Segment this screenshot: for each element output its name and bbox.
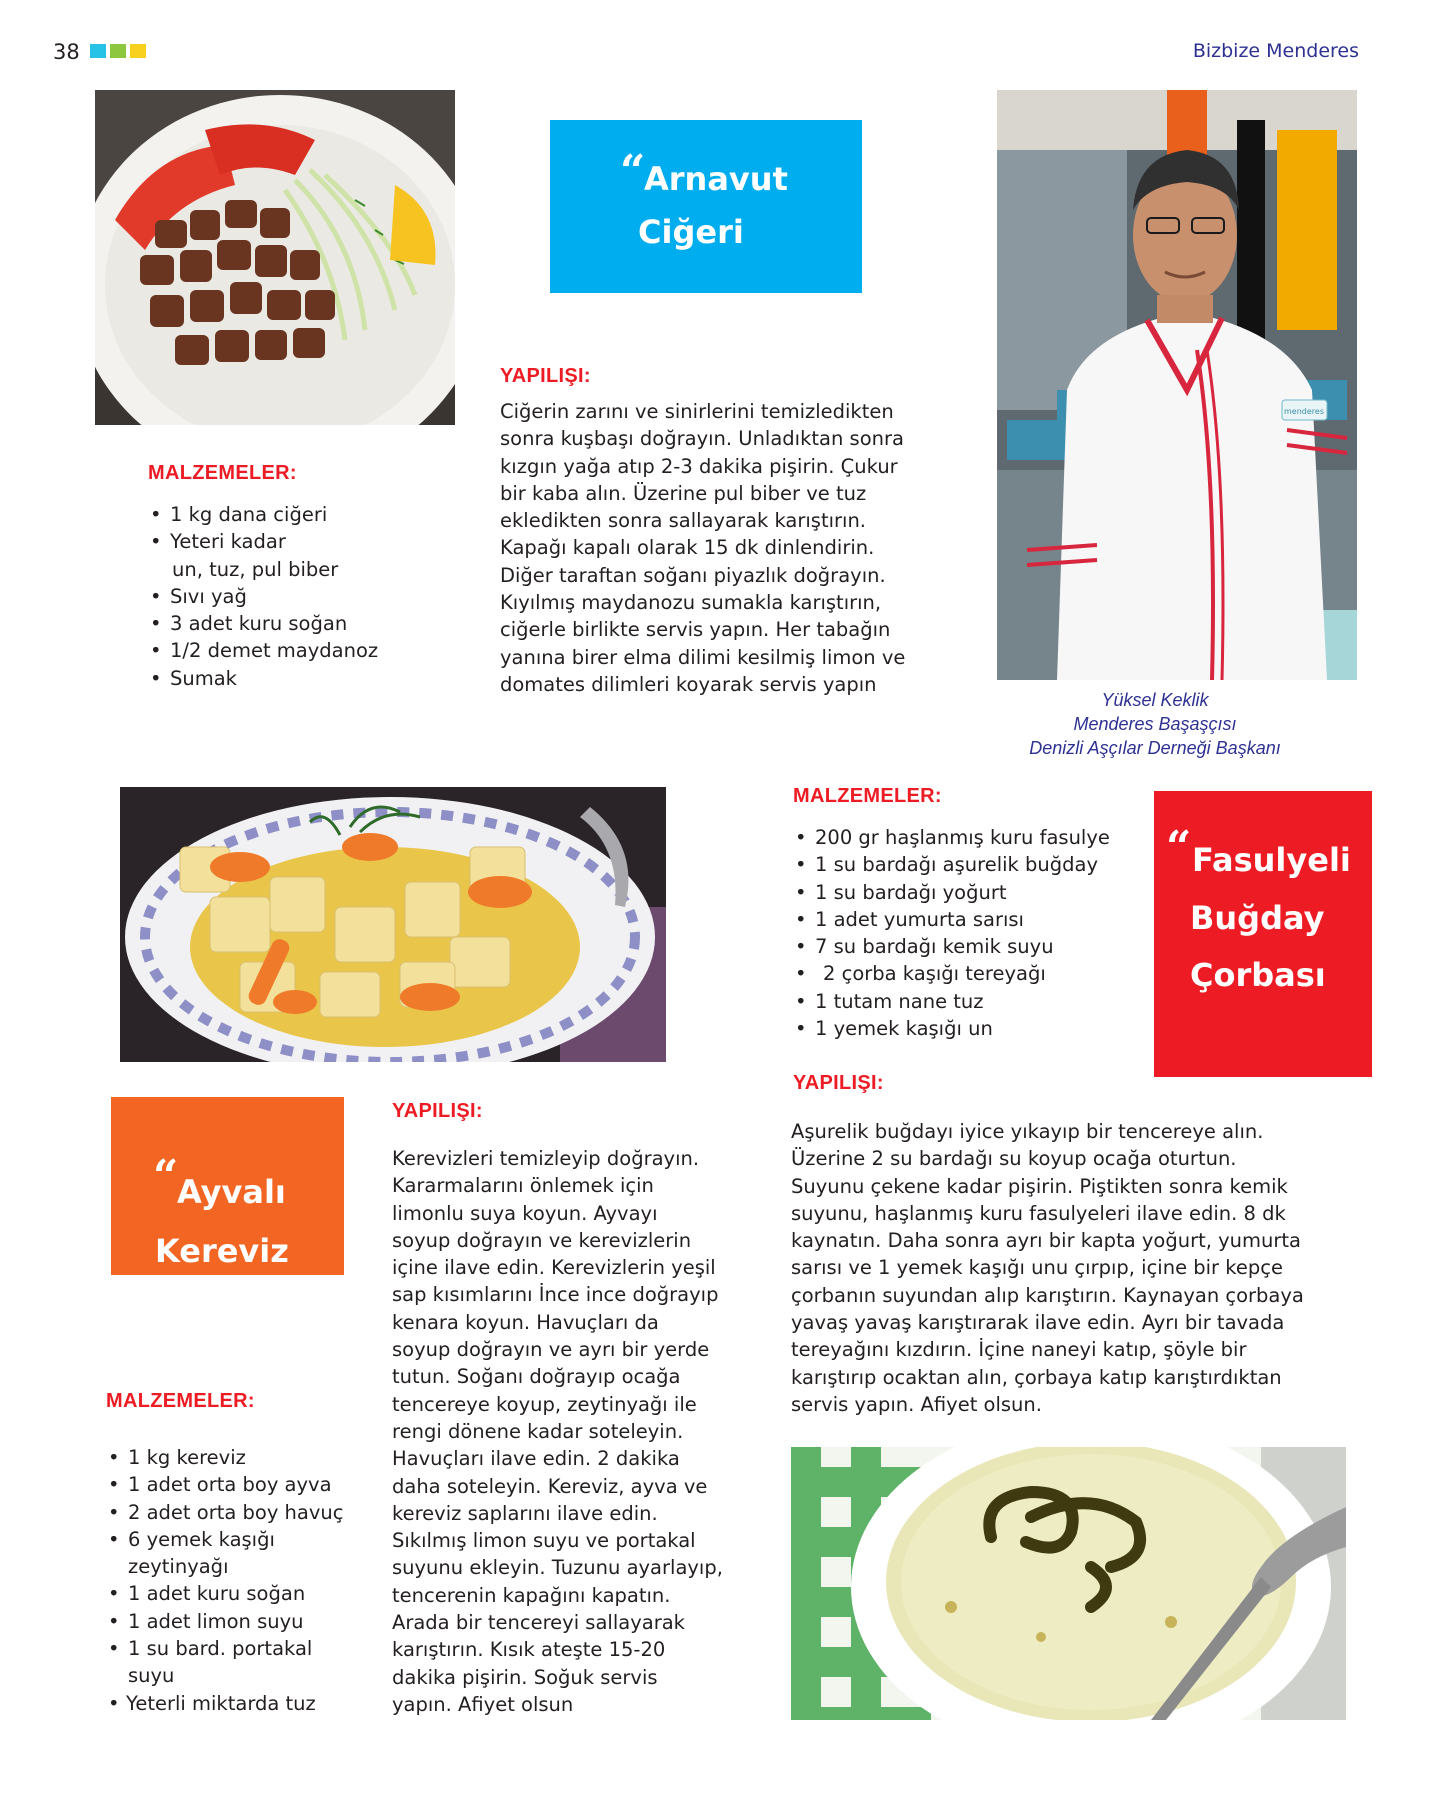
liver-dish-photo xyxy=(95,90,455,425)
accent-square-cyan xyxy=(90,44,106,58)
recipe3-method-heading: YAPILIŞI: xyxy=(392,1100,483,1122)
quote-mark: “ xyxy=(620,146,646,197)
page-number: 38 xyxy=(53,40,80,64)
magazine-name: Bizbize Menderes xyxy=(1192,40,1359,62)
recipe2-method-text: Aşurelik buğdayı iyice yıkayıp bir tencereye alın. Üzerine 2 su bardağı su koyup ocağa oturtun. Suyunu çekene kadar pişirin. Piştikten sonra kemik suyunu, haşlanmış kuru fasulyeleri ilave edin. 8 dk kaynatın. Daha sonra ayrı bir kapta yoğurt, yumurta sarısı ve 1 yemek kaşığı unu çırpıp, içine bir kepçe çorbanın suyundan alıp karıştırın. Kaynayan çorbaya yavaş yavaş karıştırarak ilave edin. Ayrı bir tavada tereyağını kızdırın. İçine naneyi katıp, şöyle bir karıştırıp ocaktan alın, çorbaya katıp karıştırdıktan servis yapın. Afiyet olsun. xyxy=(791,1120,1304,1416)
recipe2-method-heading: YAPILIŞI: xyxy=(793,1072,884,1094)
recipe2-title-line3: Çorbası xyxy=(1190,956,1326,994)
list-item: un, tuz, pul biber xyxy=(172,557,339,581)
celery-dish-photo xyxy=(120,787,666,1062)
list-item: • Yeterli miktarda tuz xyxy=(106,1690,344,1717)
recipe1-title-box xyxy=(550,120,862,293)
accent-square-green xyxy=(110,44,126,58)
recipe3-title-line1: Ayvalı xyxy=(177,1173,286,1211)
recipe1-title-line1: Arnavut xyxy=(644,160,788,198)
chef-badge-text: menderes xyxy=(1284,407,1324,416)
recipe2-ingredient-list xyxy=(793,824,1110,1042)
recipe1-title-line2: Ciğeri xyxy=(638,213,744,251)
list-item: • 1 kg dana ciğeri xyxy=(148,501,378,528)
chef-name: Yüksel Keklik xyxy=(1101,690,1209,710)
list-item: • 1/2 demet maydanoz xyxy=(148,637,378,664)
recipe1-ingredients-heading: MALZEMELER: xyxy=(148,462,297,484)
recipe3-method-text: Kerevizleri temizleyip doğrayın. Kararmalarını önlemek için limonlu suya koyun. Ayvayı soyup doğrayın ve kerevizlerin içine ilave edin. Kerevizlerin yeşil sap kısımlarını İnce ince doğrayıp kenara koyun. Havuçları da soyup doğrayın ve ayrı bir yerde tutun. Soğanı doğrayıp ocağa tencereye koyup, zeytinyağı ile rengi dönene kadar soteleyin. Havuçları ilave edin. 2 dakika daha soteleyin. Kereviz, ayva ve kereviz saplarını ilave edin. Sıkılmış limon suyu ve portakal suyunu ekleyin. Tuzunu ayarlayıp, tencerenin kapağını kapatın. Arada bir tencereyi sallayarak karıştırın. Kısık ateşte 15-20 dakika pişirin. Soğuk servis yapın. Afiyet olsun xyxy=(392,1147,723,1716)
list-item: • 1 su bardağı yoğurt xyxy=(793,879,1110,906)
recipe1-method-text: Ciğerin zarını ve sinirlerini temizledikten sonra kuşbaşı doğrayın. Unladıktan sonra kızgın yağa atıp 2-3 dakika pişirin. Çukur bir kaba alın. Üzerine pul biber ve tuz ekledikten sonra sallayarak karıştırın. Kapağı kapalı olarak 15 dk dinlendirin. Diğer taraftan soğanı piyazlık doğrayın. Kıyılmış maydanozu sumakla karıştırın, ciğerle birlikte servis yapın. Her tabağın yanına birer elma dilimi kesilmiş limon ve domates dilimleri koyarak servis yapın xyxy=(500,400,906,696)
chef-association: Denizli Aşçılar Derneği Başkanı xyxy=(1029,738,1281,758)
list-item: • 2 çorba kaşığı tereyağı xyxy=(793,960,1110,987)
list-item: • Sıvı yağ xyxy=(148,583,378,610)
chef-role: Menderes Başaşçısı xyxy=(1073,714,1237,734)
quote-mark: “ xyxy=(1166,822,1192,873)
list-item: • 3 adet kuru soğan xyxy=(148,610,378,637)
recipe2-ingredients-heading: MALZEMELER: xyxy=(793,785,942,807)
list-item: • 7 su bardağı kemik suyu xyxy=(793,933,1110,960)
quote-mark: “ xyxy=(153,1151,179,1202)
recipe2-title-line2: Buğday xyxy=(1190,899,1325,937)
chef-photo xyxy=(997,90,1357,680)
list-item: • 2 adet orta boy havuç xyxy=(106,1499,344,1526)
list-item: • 1 adet orta boy ayva xyxy=(106,1471,344,1498)
list-item: • Yeteri kadar xyxy=(148,528,378,555)
recipe2-title-line1: Fasulyeli xyxy=(1192,841,1351,879)
list-item: • 200 gr haşlanmış kuru fasulye xyxy=(793,824,1110,851)
list-item: • 1 su bard. portakal xyxy=(106,1635,344,1662)
list-item: • 1 adet kuru soğan xyxy=(106,1580,344,1607)
list-item: • 1 su bardağı aşurelik buğday xyxy=(793,851,1110,878)
list-item: suyu xyxy=(128,1664,175,1688)
recipe3-ingredient-list xyxy=(106,1444,344,1717)
list-item: zeytinyağı xyxy=(128,1555,229,1579)
list-item: • 1 adet limon suyu xyxy=(106,1608,344,1635)
recipe3-title-box xyxy=(111,1097,344,1275)
accent-square-yellow xyxy=(130,44,146,58)
wheat-soup-photo xyxy=(791,1447,1346,1720)
recipe1-method-heading: YAPILIŞI: xyxy=(500,365,591,387)
recipe1-ingredient-list xyxy=(148,501,378,692)
recipe2-title-box xyxy=(1154,791,1372,1077)
list-item: • 1 yemek kaşığı un xyxy=(793,1015,1110,1042)
recipe3-ingredients-heading: MALZEMELER: xyxy=(106,1390,255,1412)
list-item: • 1 adet yumurta sarısı xyxy=(793,906,1110,933)
list-item: • 1 kg kereviz xyxy=(106,1444,344,1471)
list-item: • 1 tutam nane tuz xyxy=(793,988,1110,1015)
recipe3-title-line2: Kereviz xyxy=(155,1232,289,1270)
list-item: • Sumak xyxy=(148,665,378,692)
list-item: • 6 yemek kaşığı xyxy=(106,1526,344,1553)
